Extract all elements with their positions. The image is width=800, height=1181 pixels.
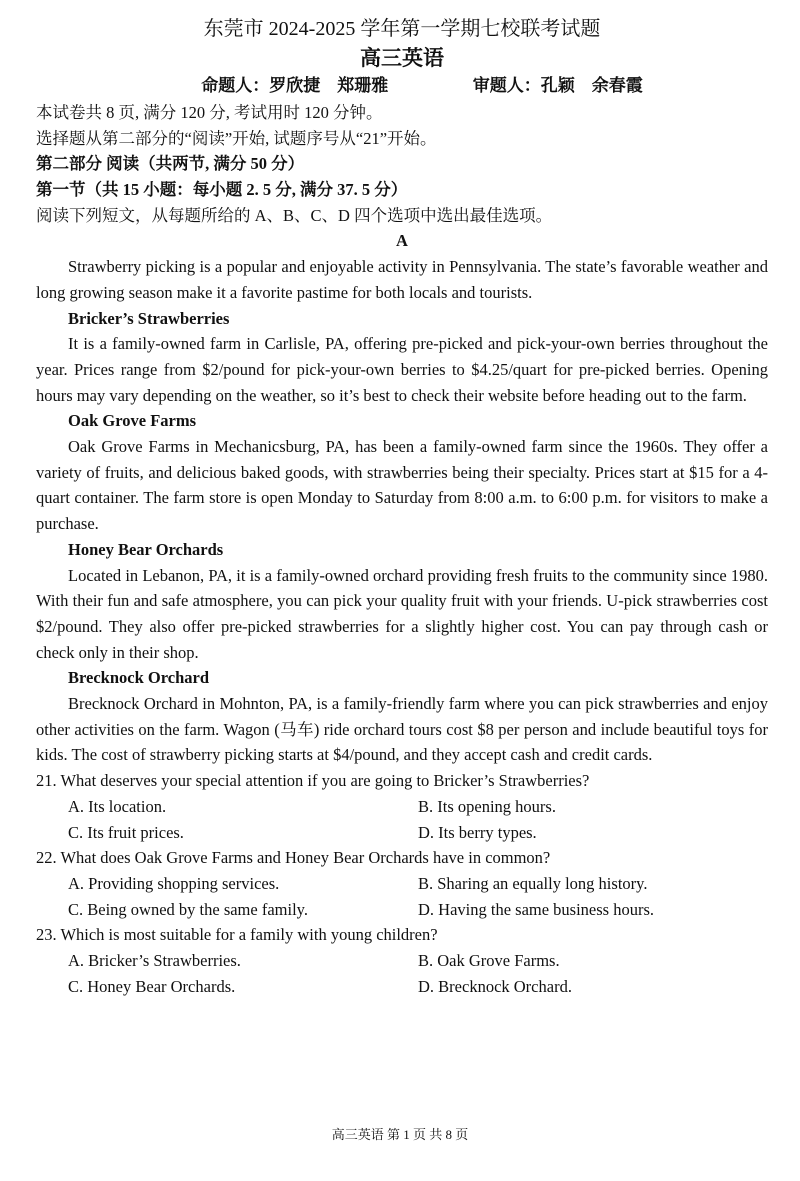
option: C. Being owned by the same family. xyxy=(68,899,308,919)
question-stem: 23. Which is most suitable for a family with young children? xyxy=(36,925,438,945)
option: A. Providing shopping services. xyxy=(68,874,280,893)
option-row xyxy=(36,820,768,846)
setters: 命题人：罗欣捷 郑珊雅 xyxy=(201,76,389,95)
option: B. Sharing an equally long history. xyxy=(418,874,648,893)
option: C. Its fruit prices. xyxy=(68,822,184,842)
option-row xyxy=(36,974,768,1000)
option: C. Honey Bear Orchards. xyxy=(68,976,236,996)
farm-text: It is a family-owned farm in Carlisle, PA, offering pre-picked and pick-your-own berries throughout the year. Prices range from $2/pound for pick-your-own berries to $4.25/quart for pre-picked berries. Opening hours may vary depending on the weather, so it’s best to check their website before heading out to the farm. xyxy=(36,334,768,405)
option: A. Its location. xyxy=(68,796,167,816)
part-title: 第二部分 阅读（共两节, 满分 50 分） xyxy=(36,154,305,174)
section-title: 第一节（共 15 小题：每小题 2. 5 分, 满分 37. 5 分） xyxy=(36,180,408,200)
farm-text: Oak Grove Farms in Mechanicsburg, PA, has been a family-owned farm since the 1960s. They offer a variety of fruits, and delicious baked goods, with strawberries being their specialty. Prices start at $15 for a 4-quart container. The farm store is open Monday to Saturday from 8:00 a.m. to 6:00 p.m. for visitors to make a purchase. xyxy=(36,437,768,534)
question-stem: 22. What does Oak Grove Farms and Honey Bear Orchards have in common? xyxy=(36,848,551,868)
option-row xyxy=(36,897,768,923)
passage-intro: Strawberry picking is a popular and enjoyable activity in Pennsylvania. The state’s favorable weather and long growing season make it a favorite pastime for both locals and tourists. xyxy=(36,257,768,302)
option: A. Bricker’s Strawberries. xyxy=(68,951,241,971)
farm-text: Located in Lebanon, PA, it is a family-owned orchard providing fresh fruits to the community since 1980. With their fun and safe atmosphere, you can pick your quality fruit with your friends. U-pick strawberries cost $2/pound. They also offer pre-picked strawberries for a slightly higher cost. You can pay through cash or check only in their shop. xyxy=(36,565,768,662)
option-row xyxy=(36,794,768,820)
farm-heading: Honey Bear Orchards xyxy=(68,539,224,559)
exam-page xyxy=(36,14,768,1000)
exam-title: 东莞市 2024-2025 学年第一学期七校联考试题 xyxy=(203,18,601,40)
option: D. Having the same business hours. xyxy=(418,899,655,919)
option-row xyxy=(36,948,768,974)
passage-label: A xyxy=(396,231,408,251)
option: B. Oak Grove Farms. xyxy=(418,951,560,971)
farm-heading: Oak Grove Farms xyxy=(68,411,197,431)
instruction-2: 选择题从第二部分的“阅读”开始, 试题序号从“21”开始。 xyxy=(36,128,437,148)
option: B. Its opening hours. xyxy=(418,796,556,816)
farm-heading: Brecknock Orchard xyxy=(68,668,210,688)
section-instruction: 阅读下列短文，从每题所给的 A、B、C、D 四个选项中选出最佳选项。 xyxy=(36,205,553,225)
instruction-1: 本试卷共 8 页, 满分 120 分, 考试用时 120 分钟。 xyxy=(36,103,383,122)
authors-line xyxy=(36,72,768,100)
reviewers: 审题人：孔颖 余春霞 xyxy=(472,76,643,95)
page-footer: 高三英语 第 1 页 共 8 页 xyxy=(331,1127,469,1142)
option: D. Brecknock Orchard. xyxy=(418,976,572,996)
option: D. Its berry types. xyxy=(418,822,537,842)
farm-heading: Bricker’s Strawberries xyxy=(68,308,230,328)
option-row xyxy=(36,871,768,897)
question-stem: 21. What deserves your special attention if you are going to Bricker’s Strawberries? xyxy=(36,771,590,791)
farm-text: Brecknock Orchard in Mohnton, PA, is a family-friendly farm where you can pick strawberries and enjoy other activities on the farm. Wagon (马车) ride orchard tours cost $8 per person and include beautiful toys for kids. The cost of strawberry picking starts at $4/pound, and they accept cash and credit cards. xyxy=(36,694,768,765)
exam-subject: 高三英语 xyxy=(360,46,444,70)
